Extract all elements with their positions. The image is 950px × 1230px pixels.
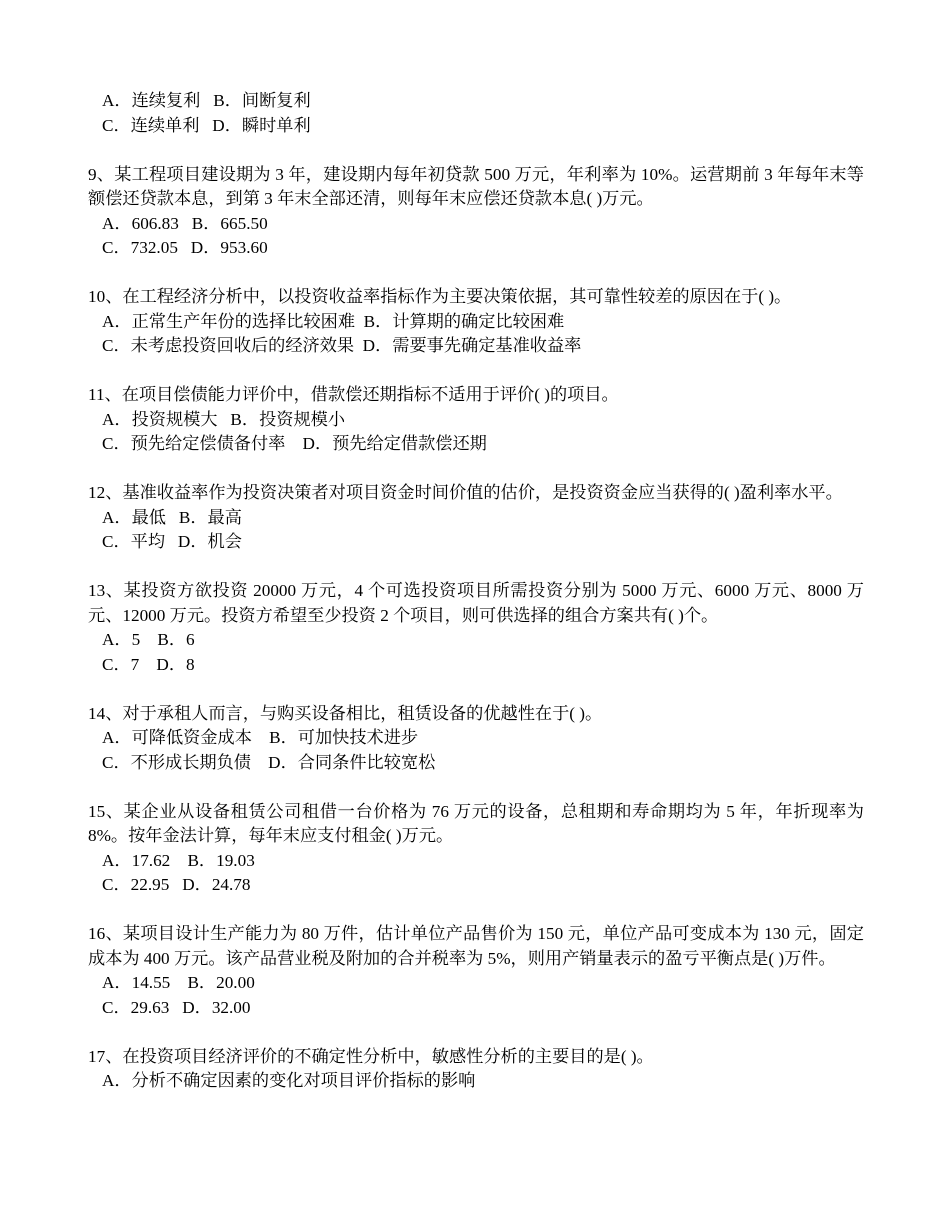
option-line: A．606.83 B．665.50: [102, 213, 268, 233]
option-line: C．连续单利 D．瞬时单利: [102, 115, 311, 135]
option-line: C．平均 D．机会: [102, 532, 242, 551]
option-line: C．732.05 D．953.60: [102, 238, 268, 257]
option-line: A．连续复利 B．间断复利: [102, 91, 311, 110]
question-12: [88, 481, 864, 555]
question-11: [88, 383, 864, 457]
question-stem: 15、某企业从设备租赁公司租借一台价格为 76 万元的设备，总租期和寿命期均为 5 年，年折现率为 8%。按年金法计算，每年末应支付租金( )万元。: [88, 801, 864, 845]
question-stem: 10、在工程经济分析中，以投资收益率指标作为主要决策依据，其可靠性较差的原因在于( )。: [88, 287, 792, 306]
question-16: [88, 922, 864, 1020]
question-list: [88, 89, 864, 1118]
option-line: C．22.95 D．24.78: [102, 875, 251, 894]
question-17: [88, 1045, 864, 1094]
option-line: A．可降低资金成本 B．可加快技术进步: [102, 728, 419, 747]
option-line: C．未考虑投资回收后的经济效果 D．需要事先确定基准收益率: [102, 336, 582, 355]
question-stem: 13、某投资方欲投资 20000 万元，4 个可选投资项目所需投资分别为 5000 万元、6000 万元、8000 万元、12000 万元。投资方希望至少投资 2 个项目，则可供选择的组合方案共有( )个。: [88, 581, 864, 625]
option-line: A．最低 B．最高: [102, 507, 242, 527]
option-line: A．5 B．6: [102, 630, 195, 649]
option-line: A．正常生产年份的选择比较困难 B．计算期的确定比较困难: [102, 311, 565, 331]
question-stem: 12、基准收益率作为投资决策者对项目资金时间价值的估价，是投资资金应当获得的( )盈利率水平。: [88, 483, 843, 502]
question-stem: 11、在项目偿债能力评价中，借款偿还期指标不适用于评价( )的项目。: [88, 385, 619, 404]
question-14: [88, 702, 864, 776]
question-10: [88, 285, 864, 359]
question-stem: 16、某项目设计生产能力为 80 万件，估计单位产品售价为 150 元，单位产品可变成本为 130 元，固定成本为 400 万元。该产品营业税及附加的合并税率为 5%，则用产销量表示的盈亏平衡点是( )万件。: [88, 924, 864, 968]
question-13: [88, 579, 864, 677]
question-stem: 9、某工程项目建设期为 3 年，建设期内每年初贷款 500 万元，年利率为 10%。运营期前 3 年每年末等额偿还贷款本息，到第 3 年末全部还清，则每年末应偿还贷款本息( )万元。: [88, 164, 864, 208]
question-stem: 17、在投资项目经济评价的不确定性分析中，敏感性分析的主要目的是( )。: [88, 1046, 654, 1066]
lead-options-block: [88, 89, 864, 138]
option-line: A．17.62 B．19.03: [102, 850, 255, 870]
question-9: [88, 163, 864, 261]
question-15: [88, 800, 864, 898]
option-line: A．分析不确定因素的变化对项目评价指标的影响: [102, 1071, 476, 1090]
question-stem: 14、对于承租人而言，与购买设备相比，租赁设备的优越性在于( )。: [88, 703, 603, 723]
option-line: C．不形成长期负债 D．合同条件比较宽松: [102, 752, 436, 772]
option-line: C．预先给定偿债备付率 D．预先给定借款偿还期: [102, 434, 487, 453]
option-line: A．14.55 B．20.00: [102, 973, 255, 992]
option-line: C．7 D．8: [102, 654, 195, 674]
option-line: A．投资规模大 B．投资规模小: [102, 409, 346, 429]
option-line: C．29.63 D．32.00: [102, 997, 251, 1017]
